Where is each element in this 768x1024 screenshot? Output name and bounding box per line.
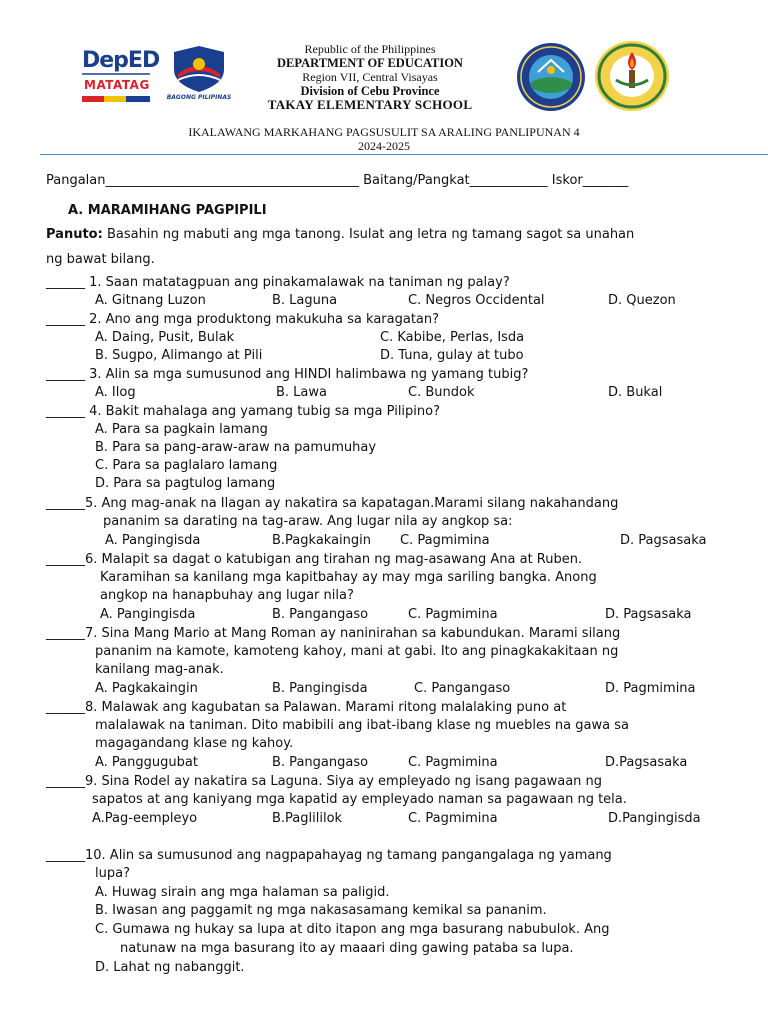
region-line: Region VII, Central Visayas: [302, 70, 438, 84]
instruction-text-2: ng bawat bilang.: [46, 252, 155, 267]
q2-choice-d: D. Tuna, gulay at tubo: [380, 348, 524, 363]
question-10-line-2: lupa?: [95, 866, 130, 881]
question-10-line-1: ______10. Alin sa sumusunod ang nagpapahayag ng tamang pangangalaga ng yamang: [46, 848, 612, 863]
q8-choice-b: B. Pangangaso: [272, 755, 369, 770]
header-divider: [40, 154, 768, 155]
question-8-line-2: malalawak na taniman. Dito mabibili ang ibat-ibang klase ng muebles na gawa sa: [95, 718, 629, 733]
student-info-line: Pangalan_______________________________________ Baitang/Pangkat____________ Iskor_______: [46, 173, 629, 188]
department-line: DEPARTMENT OF EDUCATION: [277, 56, 463, 70]
school-name: TAKAY ELEMENTARY SCHOOL: [267, 97, 473, 112]
question-7-line-1: ______7. Sina Mang Mario at Mang Roman ay naninirahan sa kabundukan. Marami silang: [46, 626, 621, 641]
instruction-text: Basahin ng mabuti ang mga tanong. Isulat ang letra ng tamang sagot sa unahan: [102, 227, 635, 242]
question-9-line-2: sapatos at ang kaniyang mga kapatid ay empleyado naman sa pagawaan ng tela.: [92, 792, 627, 807]
q9-choice-d: D.Pangingisda: [608, 811, 701, 826]
q9-choice-a: A.Pag-eempleyo: [92, 811, 198, 826]
q6-choice-b: B. Pangangaso: [272, 607, 369, 622]
bagong-pilipinas-text: BAGONG PILIPINAS: [166, 94, 232, 101]
q5-choice-d: D. Pagsasaka: [620, 533, 707, 548]
question-2-text: ______ 2. Ano ang mga produktong makukuha sa karagatan?: [46, 312, 440, 327]
division-line: Division of Cebu Province: [300, 84, 440, 98]
question-5-line-1: ______5. Ang mag-anak na Ilagan ay nakatira sa kapatagan.Marami silang nakahandang: [46, 496, 619, 511]
q7-choice-b: B. Pangingisda: [272, 681, 368, 696]
q5-choice-a: A. Pangingisda: [105, 533, 201, 548]
question-5-line-2: pananim sa darating na tag-araw. Ang lugar nila ay angkop sa:: [103, 514, 513, 529]
question-7-line-2: pananim na kamote, kamoteng kahoy, mani at gabi. Ito ang pinagkakakitaan ng: [95, 644, 619, 659]
q4-choice-a: A. Para sa pagkain lamang: [95, 422, 268, 437]
division-seal-logo: [516, 42, 586, 112]
question-4-text: ______ 4. Bakit mahalaga ang yamang tubig sa mga Pilipino?: [46, 404, 441, 419]
division-seal-icon: [516, 42, 586, 112]
q10-choice-c-line-1: C. Gumawa ng hukay sa lupa at dito itapon ang mga basurang nabubulok. Ang: [95, 922, 610, 937]
question-6-line-1: ______6. Malapit sa dagat o katubigan ang tirahan ng mag-asawang Ana at Ruben.: [46, 552, 583, 567]
republic-line: Republic of the Philippines: [304, 42, 436, 56]
q9-choice-c: C. Pagmimina: [408, 811, 498, 826]
q7-choice-a: A. Pagkakaingin: [95, 681, 198, 696]
question-8-line-1: ______8. Malawak ang kagubatan sa Palawan. Marami ritong malalaking puno at: [46, 700, 567, 715]
q2-choice-b: B. Sugpo, Alimango at Pili: [95, 348, 263, 363]
q3-choice-a: A. Ilog: [95, 385, 136, 400]
exam-title: IKALAWANG MARKAHANG PAGSUSULIT SA ARALING PANLIPUNAN 4: [188, 125, 580, 139]
q9-choice-b: B.Paglililok: [272, 811, 343, 826]
q10-choice-b: B. Iwasan ang paggamit ng mga nakasasamang kemikal sa pananim.: [95, 903, 547, 918]
q8-choice-d: D.Pagsasaka: [605, 755, 688, 770]
q5-choice-c: C. Pagmimina: [400, 533, 490, 548]
question-1-text: ______ 1. Saan matatagpuan ang pinakamalawak na taniman ng palay?: [46, 275, 510, 290]
q2-choice-a: A. Daing, Pusit, Bulak: [95, 330, 235, 345]
instruction: [46, 226, 634, 244]
q6-choice-d: D. Pagsasaka: [605, 607, 692, 622]
q5-choice-b: B.Pagkakaingin: [272, 533, 372, 548]
q10-choice-d: D. Lahat ng nabanggit.: [95, 960, 245, 975]
matatag-logo-text: MATATAG: [84, 78, 150, 92]
question-7-line-3: kanilang mag-anak.: [95, 662, 224, 677]
q8-choice-a: A. Panggugubat: [95, 755, 198, 770]
q8-choice-c: C. Pagmimina: [408, 755, 498, 770]
question-3-text: ______ 3. Alin sa mga sumusunod ang HINDI halimbawa ng yamang tubig?: [46, 367, 529, 382]
q1-choice-a: A. Gitnang Luzon: [95, 293, 206, 308]
question-8-line-3: magagandang klase ng kahoy.: [95, 736, 294, 751]
bagong-pilipinas-logo: [164, 44, 234, 104]
deped-logo-mark: [80, 46, 152, 104]
q2-choice-c: C. Kabibe, Perlas, Isda: [380, 330, 525, 345]
q1-choice-c: C. Negros Occidental: [408, 293, 545, 308]
q6-choice-c: C. Pagmimina: [408, 607, 498, 622]
q3-choice-d: D. Bukal: [608, 385, 663, 400]
q4-choice-c: C. Para sa paglalaro lamang: [95, 458, 278, 473]
takay-school-logo: [594, 40, 670, 112]
q7-choice-c: C. Pangangaso: [414, 681, 511, 696]
q3-choice-c: C. Bundok: [408, 385, 475, 400]
question-9-line-1: ______9. Sina Rodel ay nakatira sa Laguna. Siya ay empleyado ng isang pagawaan ng: [46, 774, 603, 789]
school-torch-emblem: [594, 40, 670, 112]
letterhead: [240, 42, 500, 112]
q6-choice-a: A. Pangingisda: [100, 607, 196, 622]
deped-matatag-logo: [80, 46, 160, 104]
bagong-pilipinas-emblem: [164, 44, 234, 94]
question-6-line-3: angkop na hanapbuhay ang lugar nila?: [100, 588, 354, 603]
question-6-line-2: Karamihan sa kanilang mga kapitbahay ay may mga sariling bangka. Anong: [100, 570, 597, 585]
q10-choice-c-line-2: natunaw na mga basurang ito ay maaari ding gawing pataba sa lupa.: [120, 941, 574, 956]
q4-choice-d: D. Para sa pagtulog lamang: [95, 476, 276, 491]
q7-choice-d: D. Pagmimina: [605, 681, 696, 696]
q3-choice-b: B. Lawa: [276, 385, 327, 400]
school-year: 2024-2025: [358, 139, 410, 153]
deped-logo-text: DepED: [82, 48, 160, 73]
section-title: A. MARAMIHANG PAGPIPILI: [68, 203, 267, 218]
exam-title-block: [0, 125, 768, 153]
q1-choice-b: B. Laguna: [272, 293, 338, 308]
q10-choice-a: A. Huwag sirain ang mga halaman sa paligid.: [95, 885, 390, 900]
q1-choice-d: D. Quezon: [608, 293, 676, 308]
instruction-label: Panuto:: [46, 227, 103, 242]
q4-choice-b: B. Para sa pang-araw-araw na pamumuhay: [95, 440, 377, 455]
